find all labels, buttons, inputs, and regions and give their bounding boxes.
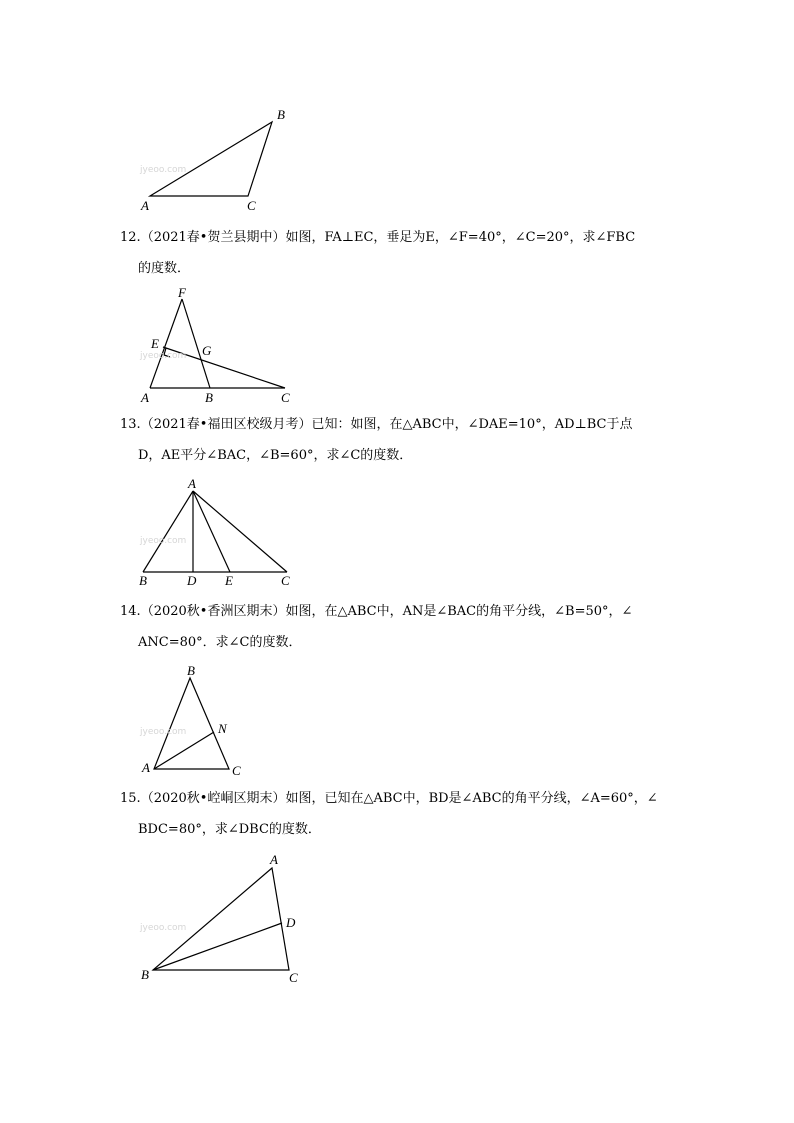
label-c: C: [281, 390, 290, 405]
triangle-abc: [150, 122, 272, 196]
label-g: G: [202, 343, 212, 358]
label-f: F: [178, 285, 186, 300]
problem-source: （2021春•福田区校级月考）: [140, 417, 312, 432]
figure-15: [0, 850, 794, 990]
problem-text: 已知：如图，在△ABC中，∠DAE=10°，AD⊥BC于点: [311, 417, 633, 432]
label-a: A: [141, 198, 149, 213]
problem-12: [120, 222, 680, 284]
problem-text: 如图，FA⊥EC，垂足为E，∠F=40°，∠C=20°，求∠FBC: [285, 230, 636, 245]
label-a: A: [270, 852, 278, 867]
label-d: D: [286, 915, 296, 930]
label-c: C: [289, 970, 298, 985]
problem-number: 13.: [120, 417, 141, 432]
label-c: C: [247, 198, 256, 213]
label-a: A: [142, 760, 150, 775]
label-b: B: [187, 663, 195, 678]
line-ab: [143, 491, 193, 572]
figure-11-triangle: [0, 100, 794, 215]
label-n: N: [218, 721, 227, 736]
label-c: C: [232, 763, 241, 778]
problem-13: [120, 409, 680, 471]
problem-14-line1: [120, 596, 680, 627]
line-ae: [193, 491, 230, 572]
watermark: jyeoo.com: [140, 923, 187, 933]
label-d: D: [187, 573, 197, 588]
watermark: jyeoo.com: [140, 351, 187, 361]
label-b: B: [277, 107, 285, 122]
problem-text: 如图，在△ABC中，AN是∠BAC的角平分线，∠B=50°，∠: [285, 604, 633, 619]
label-b: B: [139, 573, 147, 588]
problem-13-line1: [120, 409, 680, 440]
problem-13-line2: D，AE平分∠BAC，∠B=60°，求∠C的度数．: [138, 448, 413, 463]
watermark: jyeoo.com: [140, 536, 187, 546]
label-b: B: [205, 390, 213, 405]
figure-13: [0, 475, 794, 590]
line-an: [154, 732, 214, 769]
problem-12-line1: [120, 222, 680, 253]
problem-source: （2021春•贺兰县期中）: [140, 230, 286, 245]
problem-number: 15.: [120, 791, 141, 806]
label-e: E: [151, 336, 159, 351]
problem-12-line2: 的度数．: [138, 261, 191, 276]
triangle-abc: [153, 868, 289, 970]
problem-15-line2: BDC=80°，求∠DBC的度数．: [138, 822, 321, 837]
watermark: jyeoo.com: [140, 165, 187, 175]
problem-number: 14.: [120, 604, 141, 619]
problem-source: （2020秋•崆峒区期末）: [140, 791, 286, 806]
label-a: A: [141, 390, 149, 405]
problem-14: [120, 596, 680, 658]
label-a: A: [188, 476, 196, 491]
watermark: jyeoo.com: [140, 727, 187, 737]
line-ac: [193, 491, 287, 572]
problem-15-line1: [120, 783, 680, 814]
figure-14: [0, 660, 794, 780]
problem-number: 12.: [120, 230, 141, 245]
label-b: B: [141, 967, 149, 982]
label-e: E: [225, 573, 233, 588]
problem-text: 如图，已知在△ABC中，BD是∠ABC的角平分线，∠A=60°，∠: [285, 791, 658, 806]
problem-15: [120, 783, 680, 845]
problem-source: （2020秋•香洲区期末）: [140, 604, 286, 619]
problem-14-line2: ANC=80°．求∠C的度数．: [138, 635, 302, 650]
label-c: C: [281, 573, 290, 588]
figure-12: [0, 285, 794, 405]
